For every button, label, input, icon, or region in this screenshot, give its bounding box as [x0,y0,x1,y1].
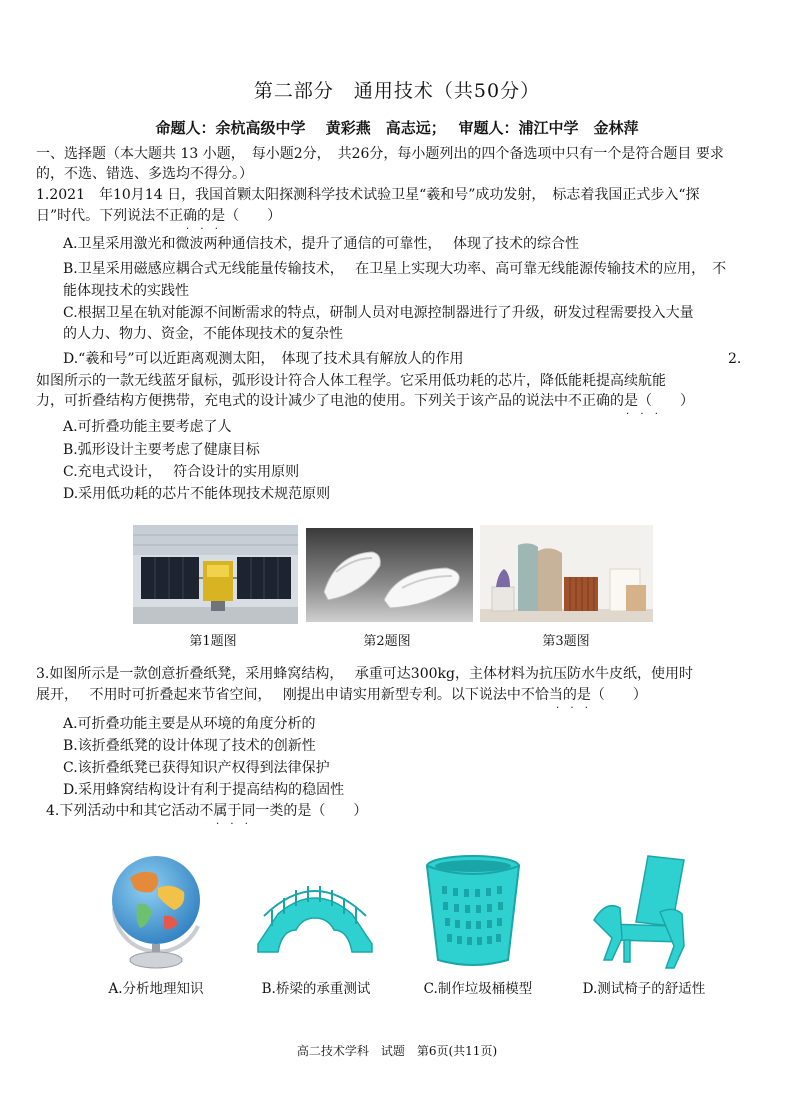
page-footer: 高二技术学科 试题 第6页(共11页) [296,1044,498,1058]
q4-option-c-label: C.制作垃圾桶模型 [423,981,533,997]
section-intro-line-1: 一、选择题（本大题共 13 小题， 每小题2分， 共26分，每小题列出的四个备选项中只有一个是符合题目 要求 [36,146,724,162]
q2-option-d: D.采用低功耗的芯片不能体现技术规范原则 [63,486,331,502]
stool-photo [480,525,653,622]
q1-option-c-line-2: 的人力、物力、资金，不能体现技术的复杂性 [63,326,343,342]
q2-emphasis-dots: · · · [626,409,662,420]
section-intro-line-2: 的，不选、错选、多选均不得分。） [36,166,253,182]
q3-option-b: B.该折叠纸凳的设计体现了技术的创新性 [63,738,316,754]
q4-option-d-label: D.测试椅子的舒适性 [582,981,706,997]
q3-stem-line-2: 展开， 不用时可折叠起来节省空间， 刚提出申请实用新型专利。以下说法中不恰当的是（ ） [36,687,647,703]
q2-option-c: C.充电式设计， 符合设计的实用原则 [63,464,300,480]
q1-option-d: D.“羲和号”可以近距离观测太阳， 体现了技术具有解放人的作用 [63,351,464,367]
q3-stem-line-1: 3.如图所示是一款创意折叠纸凳，采用蜂窝结构， 承重可达300kg，主体材料为抗压防水牛皮纸，使用时 [36,666,693,682]
q2-option-a: A.可折叠功能主要考虑了人 [63,419,232,435]
trash-bin-figure [420,852,526,972]
photo-caption-3: 第3题图 [542,634,590,649]
q1-option-b-line-1: B.卫星采用磁感应耦合式无线能量传输技术， 在卫星上实现大功率、高可靠无线能源传输技术的应用， 不 [63,261,727,277]
q2-stem-line-1: 如图所示的一款无线蓝牙鼠标，弧形设计符合人体工程学。它采用低功耗的芯片，降低能耗提高续航能 [36,373,666,389]
q3-option-a: A.可折叠功能主要是从环境的角度分析的 [63,716,316,732]
bridge-figure [252,852,378,972]
chair-figure [586,850,698,974]
photo-caption-1: 第1题图 [189,634,237,649]
q1-stem-line-1: 1.2021 年10月14 日，我国首颗太阳探测科学技术试验卫星“羲和号”成功发射， 标志着我国正式步入“探 [36,187,700,203]
q2-number: 2. [728,351,742,367]
q4-option-a-label: A.分析地理知识 [108,981,204,997]
q2-stem-line-2: 力，可折叠结构方便携带，充电式的设计减少了电池的使用。下列关于该产品的说法中不正确的是（ ） [36,393,694,409]
q1-emphasis-dots: · · · [186,224,222,235]
q1-stem-line-2: 日”时代。下列说法不正确的是（ ） [36,208,282,224]
q3-emphasis-dots: · · · [556,703,592,714]
q1-option-b-line-2: 能体现技术的实践性 [63,283,189,299]
photo-caption-2: 第2题图 [363,634,411,649]
mouse-photo [306,528,473,622]
page-title: 第二部分 通用技术（共50分） [253,80,541,102]
q2-option-b: B.弧形设计主要考虑了健康目标 [63,442,260,458]
globe-figure [100,848,212,973]
q3-option-c: C.该折叠纸凳已获得知识产权得到法律保护 [63,760,330,776]
q4-option-b-label: B.桥梁的承重测试 [261,981,371,997]
q1-option-a: A.卫星采用激光和微波两种通信技术，提升了通信的可靠性， 体现了技术的综合性 [63,236,580,252]
q1-option-c-line-1: C.根据卫星在轨对能源不间断需求的特点，研制人员对电源控制器进行了升级，研发过程需要投入大量 [63,305,694,321]
satellite-photo [133,525,298,624]
q4-stem: 4.下列活动中和其它活动不属于同一类的是（ ） [46,803,368,819]
authors-line: 命题人：余杭高级中学 黄彩燕 高志远； 审题人：浦江中学 金林萍 [155,119,639,137]
q4-emphasis-dots: · · · [216,819,252,830]
q3-option-d: D.采用蜂窝结构设计有利于提高结构的稳固性 [63,782,345,798]
